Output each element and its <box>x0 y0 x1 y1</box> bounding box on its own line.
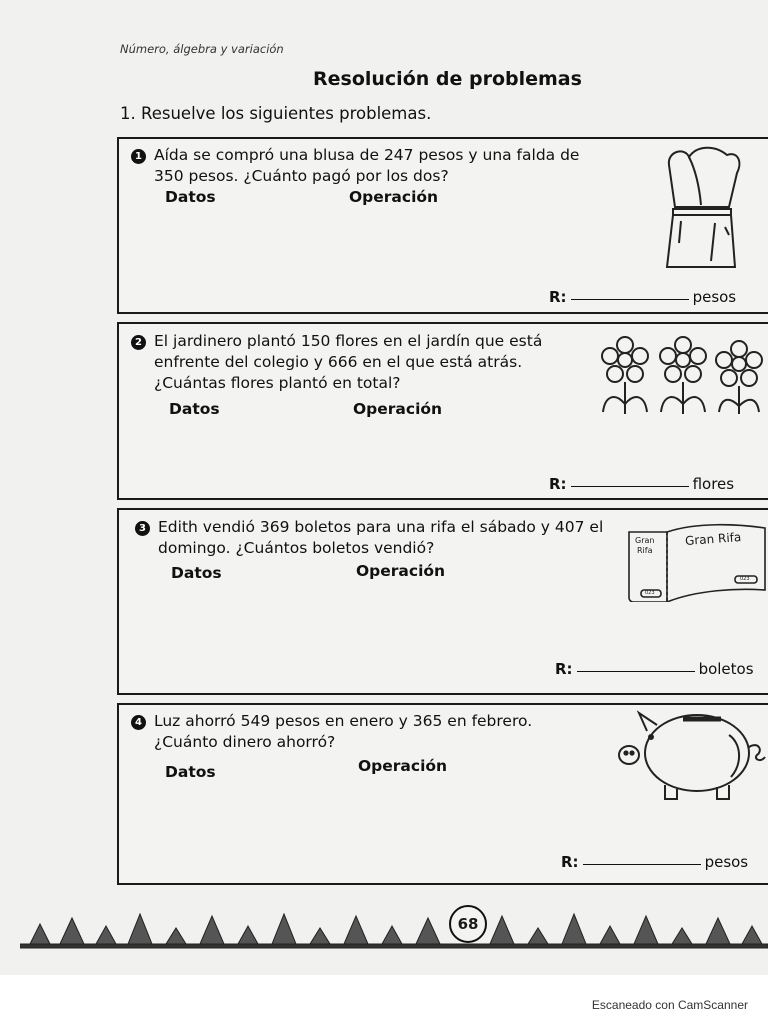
problem-4-box <box>117 703 768 885</box>
answer-unit: pesos <box>692 288 737 306</box>
problem-2-text: 2 El jardinero plantó 150 flores en el jardín que está enfrente del colegio y 666 en el que está atrás. ¿Cuántas flores plantó en total? <box>131 331 542 394</box>
problem-3-answer: R: boletos <box>555 660 754 678</box>
ticket-number-2: 023 <box>740 576 750 582</box>
flowers-illustration <box>597 334 767 418</box>
problem-2-number: 2 <box>131 335 146 350</box>
ticket-main-text: Gran Rifa <box>684 530 742 548</box>
problem-1-text: 1 Aída se compró una blusa de 247 pesos y una falda de 350 pesos. ¿Cuánto pagó por los dos? <box>131 145 579 187</box>
problem-3-text: 3 Edith vendió 369 boletos para una rifa el sábado y 407 el domingo. ¿Cuántos boletos vendió? <box>135 517 603 559</box>
answer-blank[interactable] <box>571 299 689 300</box>
problem-1-box <box>117 137 768 314</box>
page-number: 68 <box>449 905 487 943</box>
page-title: Resolución de problemas <box>313 68 582 90</box>
problem-3-box <box>117 508 768 695</box>
decorative-border <box>20 900 768 952</box>
piggy-bank-illustration <box>617 707 767 803</box>
problem-1-number: 1 <box>131 149 146 164</box>
problem-2-operacion-label: Operación <box>353 400 443 418</box>
ticket-number-1: 023 <box>645 590 655 596</box>
scanner-watermark: Escaneado con CamScanner <box>591 998 748 1012</box>
problem-4-text: 4 Luz ahorró 549 pesos en enero y 365 en febrero. ¿Cuánto dinero ahorró? <box>131 711 532 753</box>
problem-1-datos-label: Datos <box>165 188 216 206</box>
blouse-skirt-illustration <box>655 143 743 275</box>
problem-2-box <box>117 322 768 500</box>
problem-4-datos-label: Datos <box>165 763 216 781</box>
answer-blank[interactable] <box>577 671 695 672</box>
raffle-ticket-illustration <box>627 520 767 602</box>
instruction-text: 1. Resuelve los siguientes problemas. <box>120 104 432 123</box>
answer-unit: flores <box>692 475 735 493</box>
problem-1-operacion-label: Operación <box>349 188 439 206</box>
problem-3-operacion-label: Operación <box>356 562 446 580</box>
answer-unit: boletos <box>698 660 754 678</box>
answer-unit: pesos <box>704 853 749 871</box>
problem-2-datos-label: Datos <box>169 400 220 418</box>
problem-4-operacion-label: Operación <box>358 757 448 775</box>
ticket-stub-text-2: Rifa <box>637 546 653 555</box>
problem-2-answer: R: flores <box>549 475 735 493</box>
answer-blank[interactable] <box>583 864 701 865</box>
ticket-stub-text-1: Gran <box>635 536 655 545</box>
problem-4-number: 4 <box>131 715 146 730</box>
answer-blank[interactable] <box>571 486 689 487</box>
problem-4-answer: R: pesos <box>561 853 749 871</box>
problem-3-number: 3 <box>135 521 150 536</box>
problem-3-datos-label: Datos <box>171 564 222 582</box>
problem-1-answer: R: pesos <box>549 288 737 306</box>
section-header: Número, álgebra y variación <box>120 42 284 56</box>
